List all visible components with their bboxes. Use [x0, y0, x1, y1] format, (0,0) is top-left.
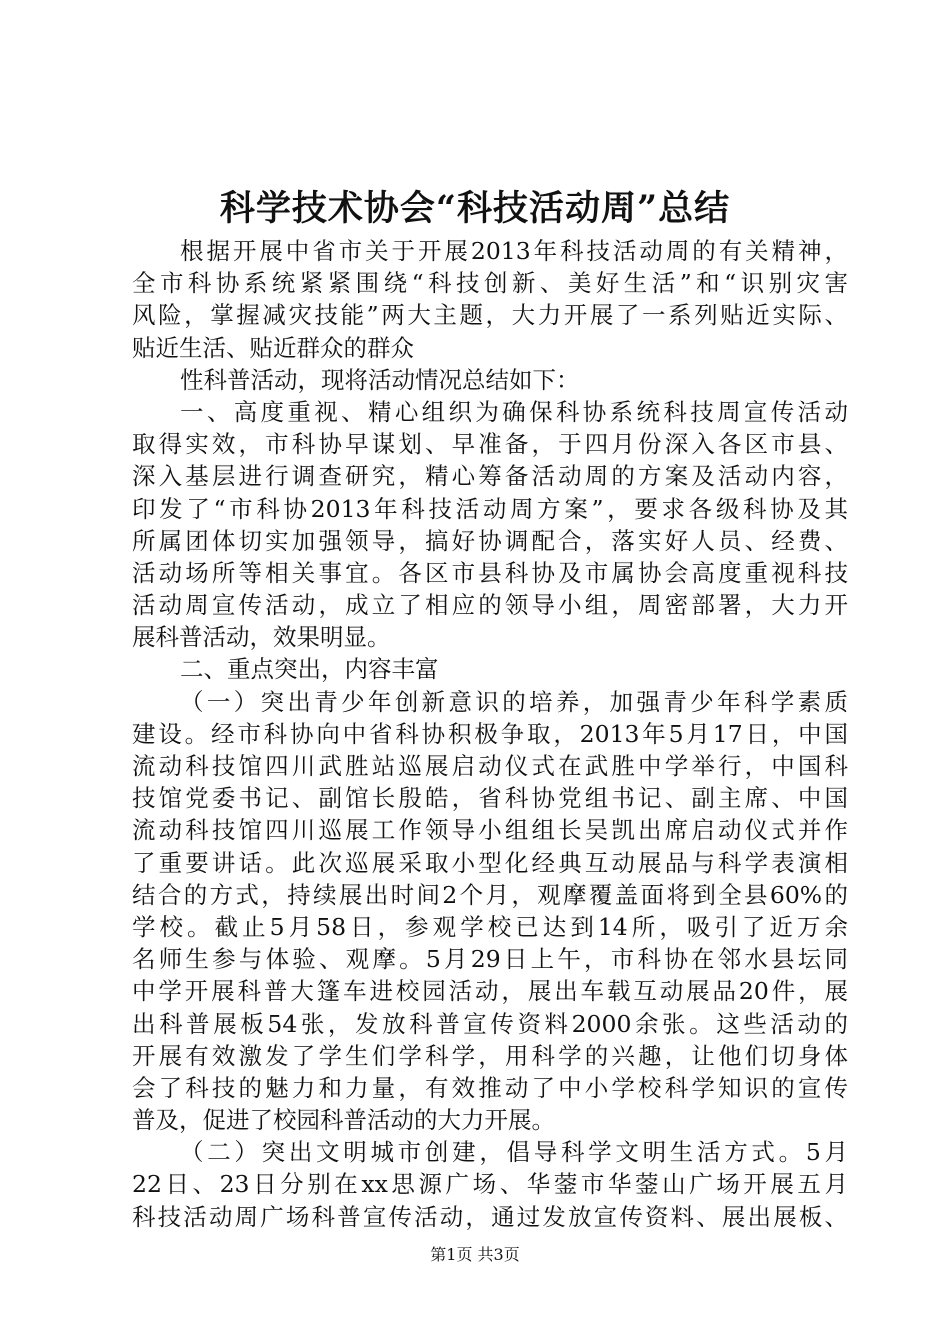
- text-line: 一、高度重视、精心组织为确保科协系统科技周宣传活动: [180, 397, 848, 426]
- text-line: 出科普展板54张，发放科普宣传资料2000余张。这些活动的: [132, 1009, 848, 1038]
- text-line: 活动周宣传活动，成立了相应的领导小组，周密部署，大力开: [132, 591, 848, 620]
- document-body: [132, 235, 848, 1233]
- text-line: 会了科技的魅力和力量，有效推动了中小学校科学知识的宣传: [132, 1073, 848, 1102]
- text-line: 开展有效激发了学生们学科学，用科学的兴趣，让他们切身体: [132, 1041, 848, 1070]
- text-line: 印发了“市科协2013年科技活动周方案”，要求各级科协及其: [132, 494, 848, 523]
- text-line: 性科普活动，现将活动情况总结如下：: [180, 365, 580, 394]
- text-line: 普及，促进了校园科普活动的大力开展。: [132, 1106, 555, 1135]
- text-line: 贴近生活、贴近群众的群众: [132, 333, 414, 362]
- text-line: 名师生参与体验、观摩。5月29日上午，市科协在邻水县坛同: [132, 945, 848, 974]
- text-line: 展科普活动，效果明显。: [132, 623, 391, 652]
- text-line: （二）突出文明城市创建，倡导科学文明生活方式。5月: [180, 1138, 848, 1167]
- text-line: 学校。截止5月58日，参观学校已达到14所，吸引了近万余: [132, 912, 848, 941]
- text-line: 取得实效，市科协早谋划、早准备，于四月份深入各区市县、: [132, 430, 848, 459]
- text-line: 建设。经市科协向中省科协积极争取，2013年5月17日，中国: [132, 719, 848, 748]
- text-line: 流动科技馆四川武胜站巡展启动仪式在武胜中学举行，中国科: [132, 752, 848, 780]
- text-line: 深入基层进行调查研究，精心筹备活动周的方案及活动内容，: [132, 462, 848, 491]
- text-line: 技馆党委书记、副馆长殷皓，省科协党组书记、副主席、中国: [132, 784, 848, 813]
- text-line: 所属团体切实加强领导，搞好协调配合，落实好人员、经费、: [132, 526, 848, 555]
- text-line: 中学开展科普大篷车进校园活动，展出车载互动展品20件，展: [132, 977, 848, 1006]
- text-line: 根据开展中省市关于开展2013年科技活动周的有关精神，: [180, 237, 848, 265]
- text-line: 流动科技馆四川巡展工作领导小组组长吴凯出席启动仪式并作: [132, 816, 848, 845]
- text-line: 22日、23日分别在xx思源广场、华蓥市华蓥山广场开展五月: [132, 1170, 848, 1199]
- text-line: 活动场所等相关事宜。各区市县科协及市属协会高度重视科技: [132, 558, 848, 587]
- text-line: 全市科协系统紧紧围绕“科技创新、美好生活”和“识别灾害: [132, 269, 848, 298]
- text-line: 了重要讲话。此次巡展采取小型化经典互动展品与科学表演相: [132, 848, 848, 877]
- page-footer: 第1页 共3页: [430, 1245, 520, 1264]
- text-line: 风险，掌握减灾技能”两大主题，大力开展了一系列贴近实际、: [132, 301, 848, 330]
- section-heading: 二、重点突出，内容丰富: [180, 655, 439, 684]
- text-line: 科技活动周广场科普宣传活动，通过发放宣传资料、展出展板、: [132, 1202, 848, 1231]
- text-line: 结合的方式，持续展出时间2个月，观摩覆盖面将到全县60%的: [132, 880, 848, 909]
- text-line: （一）突出青少年创新意识的培养，加强青少年科学素质: [180, 687, 848, 716]
- document-title: 科学技术协会“科技活动周”总结: [219, 188, 731, 229]
